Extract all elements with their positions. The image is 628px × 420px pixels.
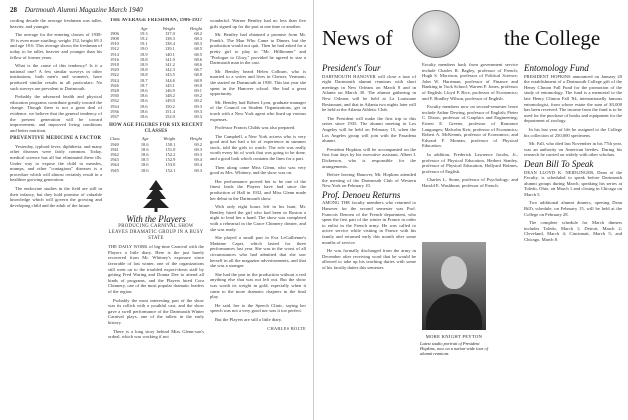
table-cell: 1924 (110, 77, 119, 83)
table-cell: 18.9 (139, 51, 148, 57)
table-cell: 151.4 (164, 108, 175, 114)
recent-classes-table (108, 136, 204, 172)
table-cell: 140.1 (164, 51, 175, 57)
table-cell: 152.9 (165, 157, 176, 163)
table-header-cell: Height (190, 25, 202, 31)
table-cell: 18.8 (139, 56, 148, 62)
section-head-entomology: Entomology Fund (524, 63, 589, 73)
table-cell: 153.0 (165, 162, 176, 168)
body-paragraph: But the Players are still a little diary. (215, 316, 283, 322)
table-cell: 18.7 (139, 82, 148, 88)
body-paragraph: He was formally discharged from the army in December after receiving word that he would be allowed to take up his teaching duties with some of his faculty duties this semester. (322, 248, 416, 270)
body-paragraph: Probably the most interesting part of the show was its rollick with a youthful cast, and the show gave a swell performance of the Dartmouth Winter Carnival plays, one of the tallest in the early history. (108, 297, 204, 325)
table-cell: 68.9 (194, 77, 202, 83)
table-cell: 69.2 (194, 98, 202, 104)
body-paragraph: In his last year of life he assigned to the College his collection of 250,000 specimens. (524, 126, 622, 138)
body-paragraph: cording decade the average freshman was taller, heavier, and younger. (10, 18, 102, 29)
body-paragraph: The President will make the first trip to this series since 1935. The alumni meeting in Los Angeles will be held on February 15, when the Los Angeles group will join with the Pasadena alumni. (322, 115, 416, 144)
left-column-3 (210, 18, 306, 416)
table-cell: 19.1 (139, 41, 148, 47)
table-cell: 145.1 (164, 82, 175, 88)
body-paragraph: DARTMOUTH HANOVER will close a tour of eight Dartmouth alumni reunions with short meetings in New Orleans on March 8 and in Atlanta on March 30. The alumni gathering in New Orleans will be held at La Louisiane Restaurant, and that in Atlanta two nights later will be held at the Atlanta Athletic Club. (322, 73, 416, 113)
body-paragraph: wonderful. Warner Bentley had no less than five girls signed up for the part at one time or another. (210, 18, 306, 29)
table-cell: 1934 (110, 103, 119, 109)
table-cell: 1918 (110, 62, 119, 68)
body-paragraph: The complete schedule for March dinners includes Toledo, March 1; Detroit, March 2; Cleveland, March 4; Cincinnati, March 5; and Chicago, March 8. (524, 220, 622, 243)
table-cell: 1912 (110, 46, 119, 52)
table-cell: 1926 (110, 82, 119, 88)
table-cell: 1928 (110, 88, 119, 94)
table-cell: 1943 (110, 157, 119, 163)
table-cell: 69.4 (194, 157, 202, 163)
table-cell: 1937 (110, 114, 119, 120)
table-cell: 69.3 (194, 152, 202, 158)
body-paragraph: Faculty members back from government service include Charles R. Bagley, professor of French; Hugh S. Morrison, professor of Political Science; John W. Harriman, professor of Finance and Banking in Tuck School; Warren F. Jones, professor of English; Lloyd P. Rice, professor of Economics; and F. Bradley Wilson, professor of English. (422, 62, 518, 101)
table-cell: 18.6 (140, 167, 149, 173)
table-cell: 137.0 (164, 30, 175, 36)
table-cell: 1906 (110, 30, 119, 36)
body-paragraph: Then along came Miss Glenn, who was very good as Mrs. Whitney, and the show was on. (210, 164, 306, 176)
college-seal-image (412, 10, 460, 58)
body-paragraph: PRESIDENT HOPKINS announced on January 20 the establishment of a Dartmouth College gift of the Henry Clinton Fall Fund for the promotion of the study of entomology. The fund is a memorial to the late Henry Clinton Fall '84, internationally famous entomologist, from whose estate the sum of $3,000 has been received. The income from the fund is to be used for the purchase of books and equipment for the department of zoology. (524, 73, 622, 124)
body-paragraph: The average for the entering classes of 1938-39 is even more startling: weight 152, height 69.3 and age 18.6. This average shows the freshman of today to be taller, heavier and younger than his fellow of former years. (10, 32, 102, 60)
news-title-left: News of (322, 26, 393, 50)
table-cell: 141.2 (164, 62, 175, 68)
table-header-cell: Class (110, 136, 120, 142)
table-cell: 150.1 (165, 141, 176, 147)
table-cell: 18.6 (140, 146, 149, 152)
table-cell: 141.0 (164, 56, 175, 62)
table-row (108, 168, 204, 173)
table-cell: 69.4 (194, 162, 202, 168)
body-paragraph: Before leaving Hanover, Mr. Hopkins attended the meeting of the Dartmouth Club of Western New York on February 10. (322, 172, 416, 189)
table-cell: 1932 (110, 98, 119, 104)
body-paragraph: Faculty members now on second-semester leave include Arthur Dewing, professor of English; Pieter C. Dixon, professor of Graphics and Engineering; Ernest E. Greene, professor of Romance Languages; Malcolm Keir, professor of Economics; Robert A. McKennis, professor of Economics; and Edward F. Mornan, professor of Physical Education. (422, 104, 518, 149)
table-row (108, 114, 204, 119)
table-cell: 138.4 (164, 41, 175, 47)
table-cell: 1914 (110, 51, 119, 57)
body-paragraph: Professor Francis Childs was also prepared. (215, 125, 296, 131)
table-cell: 18.6 (139, 88, 148, 94)
body-paragraph: DEAN LLOYD K. NEIDLINGER, Dean of the Faculty, is scheduled to speak before Dartmouth alumni groups during March, speaking his series at Toledo, Ohio, on March 1 and closing in Chicago on March 5. (524, 169, 622, 197)
table-cell: 1945 (110, 167, 119, 173)
table-cell: 148.2 (164, 93, 175, 99)
table-cell: 18.8 (139, 67, 148, 73)
table-cell: 1908 (110, 36, 119, 41)
body-paragraph: Mr. Bentley had Robert Lyon, graduate manager of the Council on Student Organizations, get in touch with a New York agent who lined up various expenses. (210, 99, 306, 122)
table-cell: 1940 (110, 141, 119, 147)
table-cell: 69.0 (194, 82, 202, 88)
right-column-2 (422, 62, 518, 238)
news-title-right: the College (504, 26, 601, 50)
table-cell: 1930 (110, 93, 119, 99)
section-subhead: PREVENTIVE MEDICINE A FACTOR (10, 136, 102, 142)
body-paragraph: Yesterday, typhoid fever, diphtheria, and many other diseases were fairly common. Today, medical science has all but eliminated these ills. Under way to expose the child to measles, mumps, and other "contagious" diseases is a procedure which will almost certainly result in a healthier growing generation. (10, 143, 102, 183)
body-paragraph: There is a long story behind Miss Glenn-son's ordeal, which was working if not (108, 328, 204, 340)
left-page-number: 28 (10, 6, 17, 14)
body-paragraph: What is the cause of this tendency? Is it a national one? A few similar surveys in other institutions, both men's and women's, have produced similar results in all particulars. No such surveys are prevalent to Dartmouth. (10, 63, 102, 91)
section-head-presidents-tour: President's Tour (322, 63, 381, 73)
table-cell: 143.5 (164, 72, 175, 78)
table-cell: 69.3 (194, 167, 202, 173)
table-cell: 68.8 (194, 72, 202, 78)
table-cell: 152.2 (165, 152, 176, 158)
section-head-denoeu: Prof. Denoeu Returns (322, 189, 401, 200)
table-cell: 18.6 (139, 93, 148, 99)
body-paragraph: Her performance proved her to be one of the finest leads the Players have had since the production of Hall in 1932, and Miss Glenn made her debut in the Dartmouth show. (210, 178, 306, 201)
body-paragraph: Mr. Bentley had obtained a promise from Mr. Frank's. The Man Who Came to Dinner, but the production would not quit. Then he had asked for a pretty girl to play in "Mr. Hillbonner" and "Prologue to Glory," provided he agreed to star a Dartmouth man in the cast. (210, 32, 306, 66)
table-cell: 138.3 (164, 36, 175, 41)
table-cell: 69.3 (194, 146, 202, 152)
table-cell: 152.0 (164, 114, 175, 120)
tree-icon (141, 179, 171, 213)
right-page (314, 0, 628, 420)
portrait-name: MORE KNIGHT PEYTON (425, 334, 483, 339)
body-paragraph: AMONG THE faculty members who returned to Hanover for the second semester was Prof. Francois Denoeu of the French department, who spent the first part of the winter in France in order to enlist in the French army. He was called to active service while visiting in France with his family and returned early this month after some months of service. (322, 200, 416, 245)
body-paragraph: Mr. Fall, who died last November in his 77th year, was an authority on American beetles. During his research he carried on widely with other scholars. (524, 141, 622, 158)
table-cell: 18.6 (140, 141, 149, 147)
table-cell: 18.6 (139, 103, 148, 109)
table-cell: 68.6 (194, 56, 202, 62)
table-cell: 68.3 (194, 36, 202, 41)
body-paragraph: The endocrine studies in the field are still in their infancy, but they hold promise of valuable knowledge which will govern the growing and developing child and the adult of the future. (10, 186, 102, 208)
table-cell: 69.3 (194, 108, 202, 114)
president-portrait-image (422, 242, 486, 330)
body-paragraph: The Campbell, a New York actress who is very good and has had a lot of experience in summer stock, told the girls to watch. The role was really worth every bit of work that was going to be done, and a good look which contains the lines for a part. (210, 133, 306, 162)
table-cell: 18.6 (139, 108, 148, 114)
body-paragraph: Probably the advanced health and physical education programs contribute greatly toward the change. Though there is not a great deal of evidence, we believe that the general tendency of the present generation will be toward improvement, and improved living conditions and better nutrition. (10, 94, 102, 133)
table-cell: 18.6 (139, 98, 148, 104)
table-header-cell: Height (190, 136, 202, 142)
table-cell: 152.1 (165, 167, 176, 173)
body-paragraph: She had the part in the production without a real anything else that was not left out. But the show was worth its weight in gold, especially when it came to the more dramatic chapters in the final play. (210, 271, 306, 300)
table-cell: 68.6 (194, 62, 202, 68)
table-header-cell: Weight (162, 25, 175, 31)
table-cell: 1942 (110, 152, 119, 158)
table-cell: 1936 (110, 108, 119, 114)
left-running-title: Dartmouth Alumni Magazine March 1940 (24, 6, 143, 14)
author-signature: CHARLES BOLTE (267, 325, 306, 331)
table-cell: 18.6 (140, 152, 149, 158)
table-header-cell: Age (140, 25, 148, 31)
portrait-caption: Latest studio portrait of President Hopkins, now on a nation-wide tour of alumni reunions (420, 341, 488, 357)
table-cell: 18.8 (139, 72, 148, 78)
table-cell: 69.2 (194, 141, 202, 147)
table-cell: 19.0 (139, 46, 148, 52)
table-cell: 19.2 (139, 36, 148, 41)
table-cell: 19.3 (139, 30, 148, 36)
left-running-head (10, 6, 143, 14)
table-cell: 1916 (110, 56, 119, 62)
table-cell: 69.2 (194, 93, 202, 99)
table-cell: 18.9 (139, 62, 148, 68)
table-cell: 139.1 (164, 46, 175, 52)
table-header-cell: Weight (163, 136, 176, 142)
table-cell: 18.6 (139, 114, 148, 120)
table-cell: 1910 (110, 41, 119, 47)
body-paragraph: She played a small part in Eva LeGallienne's Madame Capet, which lasted for three performances last year. She was in the worst of all circumstances who had admitted that she saw herself in all the magazine advertisements, and that she was a stranger. (210, 235, 306, 269)
body-paragraph: With only eight hours left in his hunt, Mr. Bentley hired the girl who had been in Boston a night to lend her a hand. The show was completed with a rehearsal in the Grace Chinnery theater, and she was ready. (210, 204, 306, 232)
table-cell: 1944 (110, 162, 119, 168)
table-cell: 68.5 (194, 51, 202, 57)
table-cell: 146.9 (164, 88, 175, 94)
table-cell: 69.3 (194, 114, 202, 120)
table-cell: 1941 (110, 146, 119, 152)
table-cell: 69.1 (194, 88, 202, 94)
table-cell: 144.6 (164, 77, 175, 83)
players-subtitle: PRODUCING CARNIVAL SHOW LEAVES DRAMATIC GROUP IN A BUSY STATE (108, 224, 204, 241)
body-paragraph: President Hopkins will be accompanied on the first four days by his executive assistant, Albert I. Dickerson, who is responsible for the arrangements. (322, 146, 416, 169)
body-paragraph: Two additional alumni dinners, opening Dean Bill's schedule, on February 15, will be held at the College on February 28. (524, 200, 622, 217)
left-column-2 (108, 18, 204, 416)
left-column-1 (10, 18, 102, 416)
table-title: THE AVERAGE FRESHMAN, 1906-1937 (109, 18, 203, 23)
table-cell: 68.3 (194, 41, 202, 47)
table-cell: 149.0 (164, 98, 175, 104)
table-cell: 151.0 (165, 146, 176, 152)
table-title: HOW AGE FIGURES FOR SIX RECENT CLASSES (109, 123, 203, 134)
body-paragraph: He said, her to the Speech Clinic, saying her speech was not a very good nor was it too perfect. (210, 302, 306, 314)
right-column-3 (524, 62, 622, 416)
table-cell: 142.3 (164, 67, 175, 73)
average-freshman-table (108, 26, 204, 120)
players-title: With the Players (126, 213, 186, 224)
section-head-dean-bill: Dean Bill To Speak (524, 158, 594, 169)
right-column-1 (322, 62, 416, 416)
body-paragraph: THE DAILY WORK of big-time Carnival with the Players a little diary. Here is the just barely recovered from Mr. Whitney's exposure since favorable of last winter, one of the organizations still went on to the troubled export-down staff by getting Fred Waring and Donna Dee to attend all kinds of programs, and the Players hired Cora Chinnery, one of the most popular dramatic leaders of the region. (108, 244, 204, 294)
table-header-cell: Age (141, 136, 149, 142)
table-cell: 1920 (110, 67, 119, 73)
table-cell: 18.5 (140, 157, 149, 163)
body-paragraph: Charles L. Stone, professor of Psychology; and Harold E. Washburn, professor of French. (422, 177, 518, 188)
table-cell: 69.3 (194, 103, 202, 109)
table-cell: 68.7 (194, 67, 202, 73)
table-cell: 68.5 (194, 46, 202, 52)
body-paragraph: In addition, Frederick Lawrence Jacobs, Jr., professor of Physical Education, Herbert Stanley, professor of Physical Education, Hollyard Holmes, professor of English. (422, 151, 518, 174)
table-cell: 68.2 (194, 30, 202, 36)
table-cell: 150.2 (164, 103, 175, 109)
table-cell: 18.6 (140, 162, 149, 168)
body-paragraph: Mr. Bentley heard Helen Colburn, who is married to a writer and lives in Chester, Vermont; she started on Dartmouth in 1938. This last year she spent in the Hanover school. She had a great opportunity. (210, 68, 306, 97)
table-cell: 1922 (110, 72, 119, 78)
table-cell: 18.7 (139, 77, 148, 83)
